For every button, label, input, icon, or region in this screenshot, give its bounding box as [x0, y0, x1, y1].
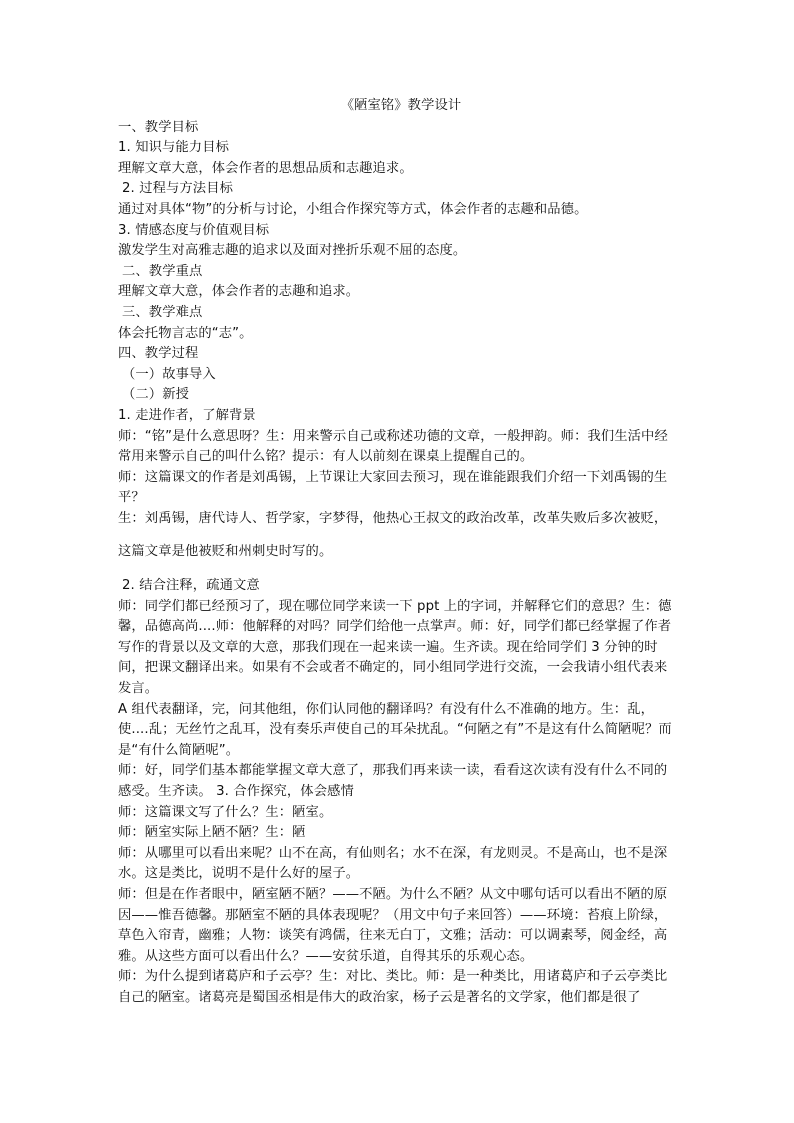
paragraph: 激发学生对高雅志趣的追求以及面对挫折乐观不屈的态度。	[118, 243, 467, 259]
subheading-author: 1. 走进作者，了解背景	[118, 407, 256, 423]
paragraph: 师：为什么提到诸葛庐和子云亭？生：对比、类比。师：是一种类比，用诸葛庐和子云亭类比自己的陋室。诸葛亮是蜀国丞相是伟大的政治家，杨子云是著名的文学家，他们都是很了	[118, 969, 668, 1005]
subheading-story: （一）故事导入	[122, 366, 216, 382]
subheading-knowledge: 1. 知识与能力目标	[118, 140, 229, 156]
heading-key-points: 二、教学重点	[122, 263, 203, 279]
paragraph: 这篇文章是他被贬和州刺史时写的。	[118, 544, 333, 560]
paragraph: 师：同学们都已经预习了，现在哪位同学来读一下 ppt 上的字词，并解释它们的意思？生：德馨，品德高尚....师：他解释的对吗？同学们给他一点掌声。师：好，同学们都已经掌握了作者写作的背景以及文章的大意，那我们现在一起来读一遍。生齐读。现在给同学们 3 分钟的时间，把课文翻译出来。如果有不会或者不确定的，同小组同学进行交流，一会我请小组代表来发言。	[118, 598, 672, 697]
paragraph: 通过对具体“物”的分析与讨论，小组合作探究等方式，体会作者的志趣和品德。	[118, 201, 588, 217]
heading-process: 四、教学过程	[118, 346, 199, 362]
heading-teaching-goals: 一、教学目标	[118, 119, 199, 135]
paragraph: 师：但是在作者眼中，陋室陋不陋？——不陋。为什么不陋？从文中哪句话可以看出不陋的原因——惟吾德馨。那陋室不陋的具体表现呢？（用文中句子来回答）——环境：苔痕上阶绿，草色入帘青，幽雅；人物：谈笑有鸿儒，往来无白丁，文雅；活动：可以调素琴，阅金经，高雅。从这些方面可以看出什么？——安贫乐道，自得其乐的乐观心态。	[118, 886, 668, 964]
heading-difficulties: 三、教学难点	[122, 304, 203, 320]
paragraph: 理解文章大意，体会作者的志趣和追求。	[118, 284, 360, 300]
paragraph: 生：刘禹锡，唐代诗人、哲学家，字梦得，他热心王叔文的政治改革，改革失败后多次被贬，	[118, 510, 668, 526]
paragraph: 体会托物言志的“志”。	[118, 325, 253, 341]
subheading-new: （二）新授	[122, 387, 189, 403]
paragraph: 师：这篇课文写了什么？生：陋室。	[118, 804, 333, 820]
paragraph: 师：好，同学们基本都能掌握文章大意了，那我们再来读一读，看看这次读有没有什么不同的感受。生齐读。 3. 合作探究，体会感情	[118, 763, 668, 799]
paragraph: 师：陋室实际上陋不陋？生：陋	[118, 825, 306, 841]
paragraph: 师：这篇课文的作者是刘禹锡，上节课让大家回去预习，现在谁能跟我们介绍一下刘禹锡的生平？	[118, 469, 668, 506]
paragraph: A 组代表翻译，完，问其他组，你们认同他的翻译吗？有没有什么不准确的地方。生：乱，使....乱；无丝竹之乱耳，没有奏乐声使自己的耳朵扰乱。“何陋之有”不是这有什么简陋呢？而是“有什么简陋呢”。	[118, 701, 672, 758]
subheading-annotations: 2. 结合注释，疏通文意	[122, 578, 260, 594]
document-title: 《陋室铭》教学设计	[340, 98, 462, 113]
subheading-emotion: 3. 情感态度与价值观目标	[118, 222, 270, 238]
subheading-process: 2. 过程与方法目标	[122, 181, 233, 197]
paragraph: 师：从哪里可以看出来呢？山不在高，有仙则名；水不在深，有龙则灵。不是高山，也不是深水。这是类比，说明不是什么好的屋子。	[118, 845, 668, 882]
paragraph: 理解文章大意，体会作者的思想品质和志趣追求。	[118, 160, 413, 176]
document-page	[118, 96, 680, 1009]
paragraph: 师：“铭”是什么意思呀？生：用来警示自己或称述功德的文章，一般押韵。师：我们生活中经常用来警示自己的叫什么铭？提示：有人以前刻在课桌上提醒自己的。	[118, 428, 668, 465]
